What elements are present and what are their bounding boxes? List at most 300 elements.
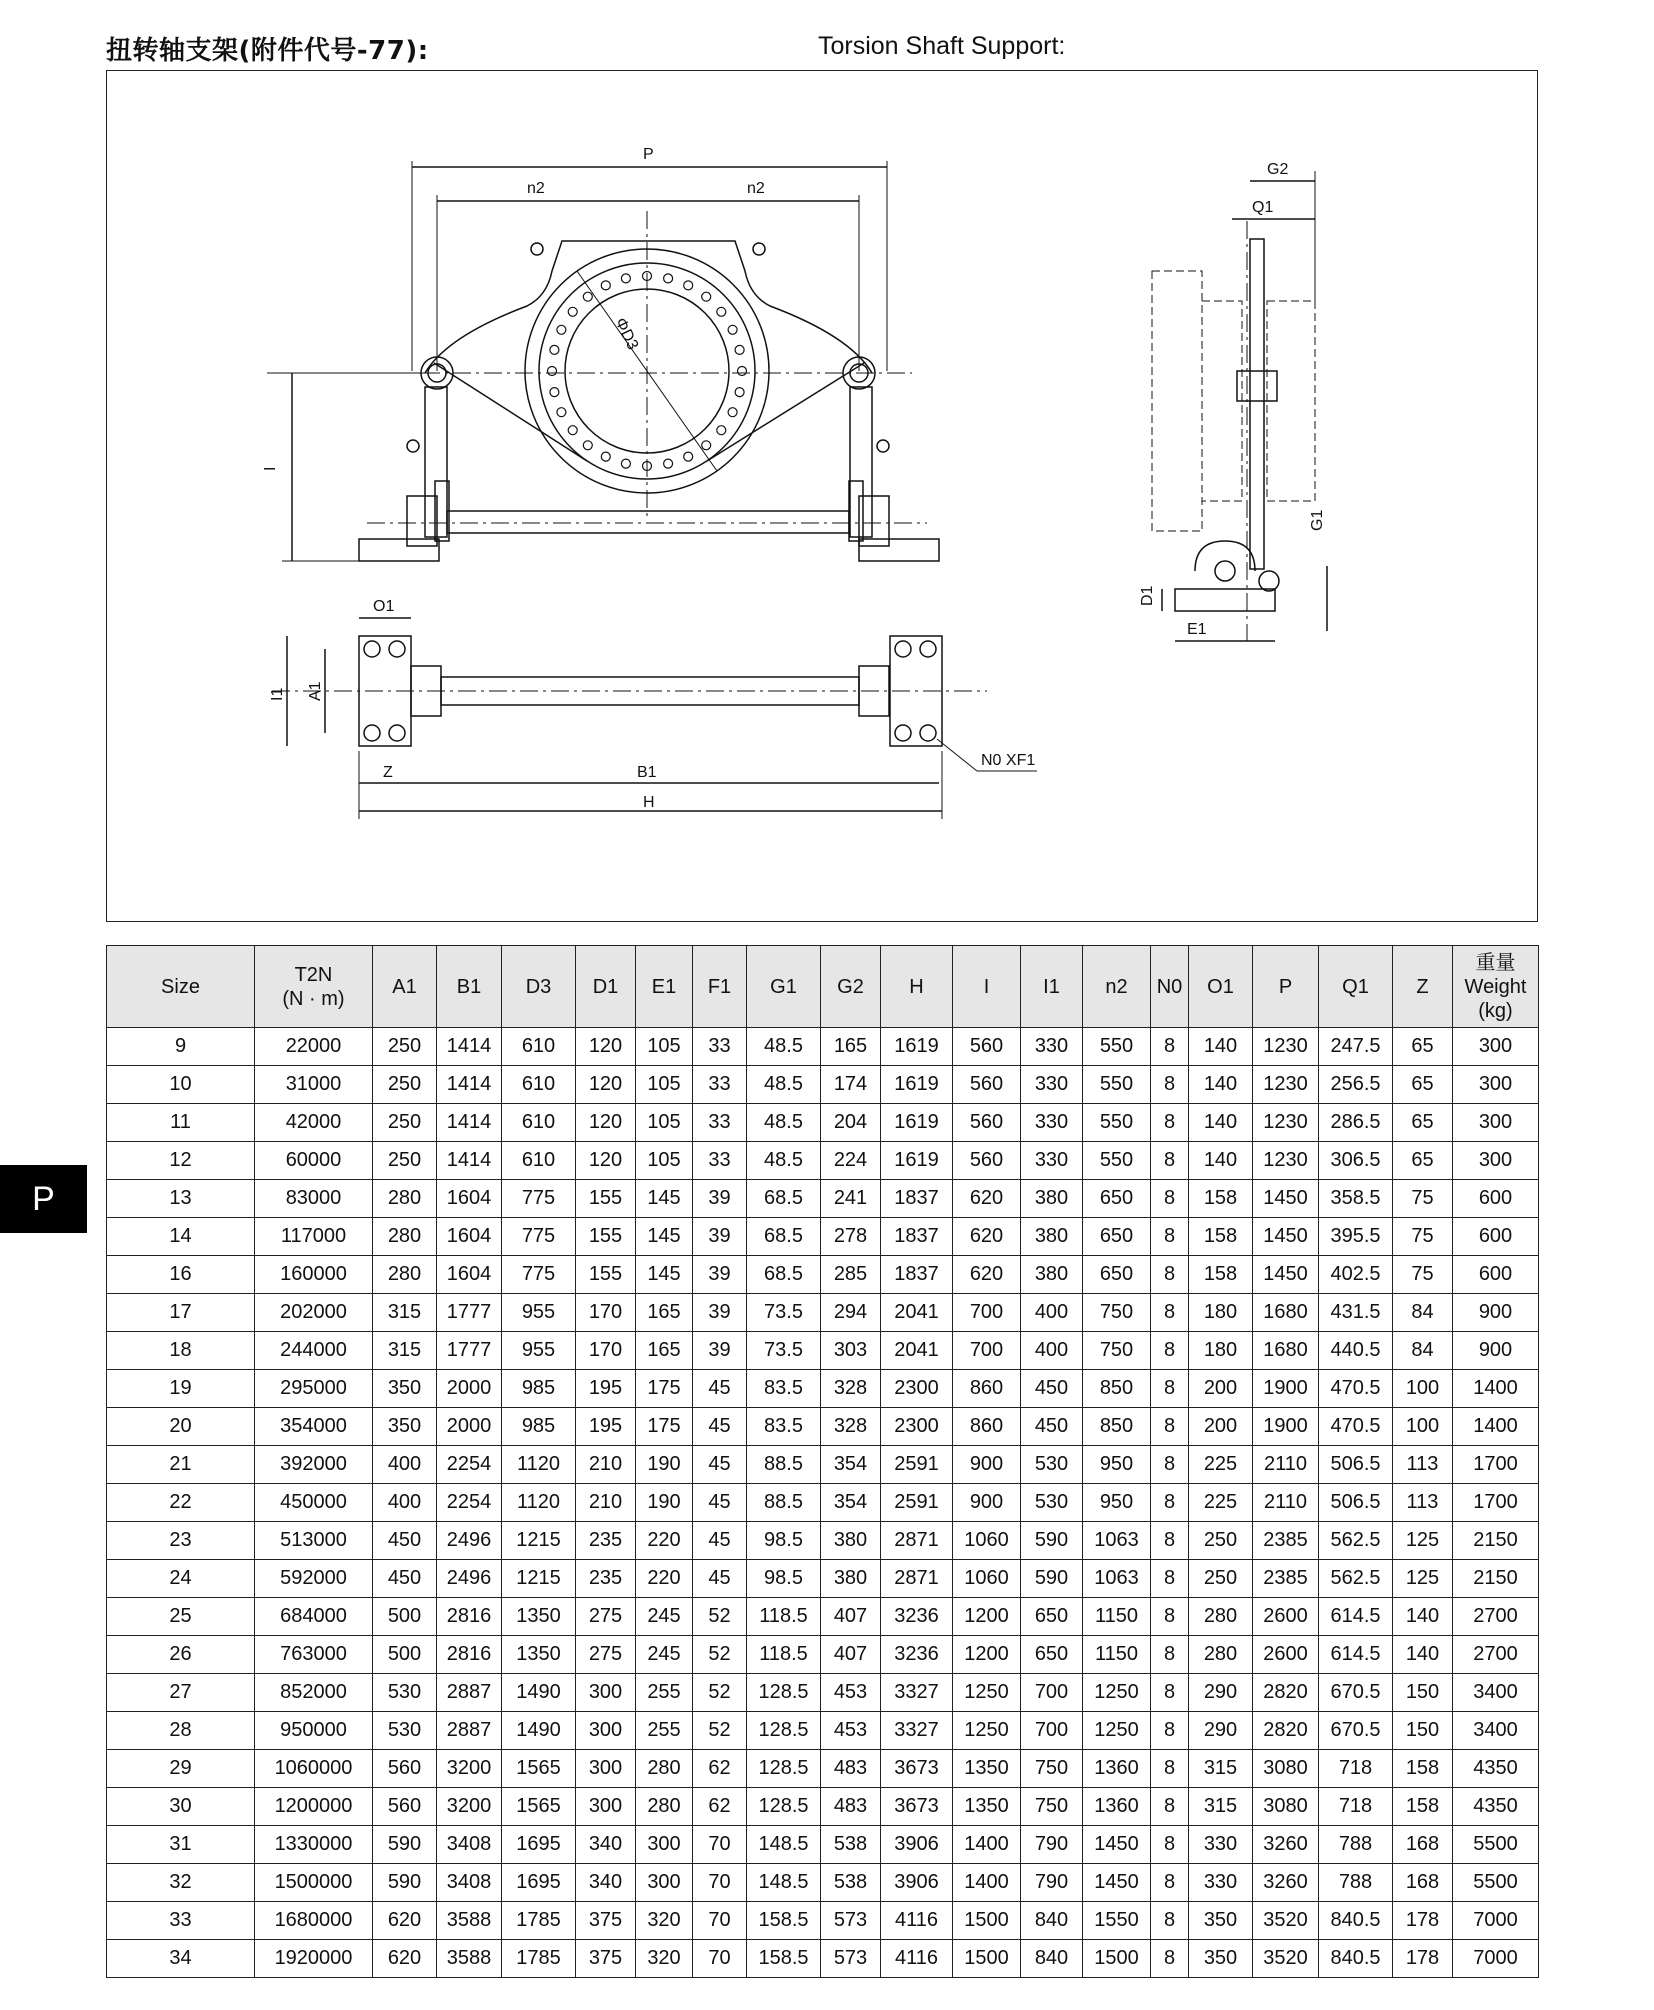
column-header-line: Size	[161, 975, 200, 998]
table-cell: 1063	[1083, 1560, 1151, 1598]
table-cell: 684000	[255, 1598, 373, 1636]
table-cell: 39	[693, 1256, 747, 1294]
table-cell: 225	[1189, 1446, 1253, 1484]
table-cell: 550	[1083, 1142, 1151, 1180]
table-cell: 380	[821, 1560, 881, 1598]
table-cell: 33	[693, 1142, 747, 1180]
table-cell: 395.5	[1319, 1218, 1393, 1256]
table-cell: 1500	[953, 1902, 1021, 1940]
table-cell: 330	[1189, 1864, 1253, 1902]
table-row	[107, 1104, 1539, 1142]
table-cell: 9	[107, 1028, 255, 1066]
table-cell: 2150	[1453, 1560, 1539, 1598]
table-cell: 5500	[1453, 1864, 1539, 1902]
table-cell: 3408	[437, 1826, 502, 1864]
table-cell: 4350	[1453, 1788, 1539, 1826]
table-cell: 850	[1083, 1408, 1151, 1446]
table-cell: 33	[107, 1902, 255, 1940]
table-cell: 145	[636, 1256, 693, 1294]
table-cell: 300	[576, 1788, 636, 1826]
table-cell: 700	[953, 1294, 1021, 1332]
front-view	[262, 146, 939, 561]
table-cell: 62	[693, 1750, 747, 1788]
table-cell: 120	[576, 1028, 636, 1066]
table-cell: 280	[373, 1180, 437, 1218]
table-cell: 180	[1189, 1332, 1253, 1370]
table-cell: 2000	[437, 1370, 502, 1408]
table-cell: 2887	[437, 1712, 502, 1750]
dim-a1: A1	[307, 681, 324, 701]
table-cell: 13	[107, 1180, 255, 1218]
table-cell: 1837	[881, 1180, 953, 1218]
column-header	[1253, 946, 1319, 1028]
table-cell: 250	[373, 1066, 437, 1104]
table-cell: 354000	[255, 1408, 373, 1446]
table-cell: 7000	[1453, 1902, 1539, 1940]
table-cell: 245	[636, 1598, 693, 1636]
column-header	[953, 946, 1021, 1028]
table-cell: 1619	[881, 1104, 953, 1142]
table-cell: 117000	[255, 1218, 373, 1256]
table-cell: 100	[1393, 1370, 1453, 1408]
table-cell: 380	[821, 1522, 881, 1560]
table-cell: 120	[576, 1142, 636, 1180]
table-cell: 860	[953, 1370, 1021, 1408]
table-cell: 128.5	[747, 1788, 821, 1826]
table-cell: 7000	[1453, 1940, 1539, 1978]
table-cell: 65	[1393, 1104, 1453, 1142]
table-cell: 2254	[437, 1484, 502, 1522]
table-cell: 2385	[1253, 1560, 1319, 1598]
table-cell: 180	[1189, 1294, 1253, 1332]
table-cell: 83000	[255, 1180, 373, 1218]
table-cell: 148.5	[747, 1864, 821, 1902]
table-cell: 775	[502, 1180, 576, 1218]
table-cell: 2300	[881, 1370, 953, 1408]
table-cell: 560	[953, 1104, 1021, 1142]
table-cell: 3236	[881, 1598, 953, 1636]
table-cell: 155	[576, 1180, 636, 1218]
table-cell: 2887	[437, 1674, 502, 1712]
table-cell: 600	[1453, 1218, 1539, 1256]
table-cell: 195	[576, 1408, 636, 1446]
table-cell: 31000	[255, 1066, 373, 1104]
table-row	[107, 1408, 1539, 1446]
table-cell: 250	[373, 1142, 437, 1180]
table-cell: 155	[576, 1218, 636, 1256]
table-cell: 140	[1189, 1066, 1253, 1104]
table-cell: 165	[821, 1028, 881, 1066]
table-cell: 170	[576, 1332, 636, 1370]
dim-n2-right: n2	[747, 180, 765, 197]
table-cell: 2820	[1253, 1712, 1319, 1750]
dim-d1: D1	[1139, 585, 1156, 606]
table-cell: 1215	[502, 1560, 576, 1598]
table-cell: 340	[576, 1826, 636, 1864]
technical-drawing	[106, 70, 1538, 922]
table-cell: 32	[107, 1864, 255, 1902]
table-cell: 300	[1453, 1028, 1539, 1066]
table-cell: 320	[636, 1902, 693, 1940]
table-row	[107, 1750, 1539, 1788]
table-cell: 330	[1021, 1104, 1083, 1142]
table-cell: 380	[1021, 1180, 1083, 1218]
table-cell: 2496	[437, 1522, 502, 1560]
table-cell: 8	[1151, 1104, 1189, 1142]
table-cell: 700	[953, 1332, 1021, 1370]
table-cell: 250	[1189, 1560, 1253, 1598]
table-cell: 2871	[881, 1560, 953, 1598]
table-cell: 900	[1453, 1332, 1539, 1370]
table-cell: 330	[1189, 1826, 1253, 1864]
table-cell: 1063	[1083, 1522, 1151, 1560]
table-cell: 375	[576, 1902, 636, 1940]
table-cell: 600	[1453, 1256, 1539, 1294]
table-cell: 380	[1021, 1256, 1083, 1294]
column-header-line: n2	[1105, 975, 1128, 998]
table-cell: 431.5	[1319, 1294, 1393, 1332]
table-cell: 75	[1393, 1256, 1453, 1294]
column-header	[255, 946, 373, 1028]
table-cell: 985	[502, 1370, 576, 1408]
table-cell: 128.5	[747, 1674, 821, 1712]
table-row	[107, 1598, 1539, 1636]
table-cell: 450	[1021, 1370, 1083, 1408]
column-header-line: F1	[707, 975, 732, 998]
section-tab: P	[0, 1165, 87, 1233]
table-cell: 255	[636, 1712, 693, 1750]
table-cell: 1777	[437, 1332, 502, 1370]
dimension-table	[106, 945, 1539, 1978]
bolt-hole	[717, 307, 726, 316]
column-header	[107, 946, 255, 1028]
column-header-line: Q1	[1342, 975, 1369, 998]
table-cell: 2000	[437, 1408, 502, 1446]
table-cell: 3200	[437, 1788, 502, 1826]
page-title-cn: 扭转轴支架(附件代号-77):	[106, 36, 429, 66]
table-cell: 614.5	[1319, 1598, 1393, 1636]
table-cell: 158.5	[747, 1940, 821, 1978]
table-row	[107, 1028, 1539, 1066]
dim-o1: O1	[373, 598, 395, 615]
dim-i: I	[262, 466, 279, 471]
table-cell: 1450	[1253, 1218, 1319, 1256]
table-cell: 140	[1393, 1598, 1453, 1636]
table-cell: 400	[373, 1484, 437, 1522]
column-header	[373, 946, 437, 1028]
table-cell: 22000	[255, 1028, 373, 1066]
table-cell: 175	[636, 1370, 693, 1408]
table-cell: 68.5	[747, 1218, 821, 1256]
table-cell: 950	[1083, 1446, 1151, 1484]
dim-q1: Q1	[1252, 199, 1274, 216]
table-cell: 8	[1151, 1940, 1189, 1978]
table-cell: 1414	[437, 1028, 502, 1066]
column-header	[1083, 946, 1151, 1028]
table-cell: 573	[821, 1902, 881, 1940]
table-cell: 560	[953, 1142, 1021, 1180]
column-header-line: A1	[392, 975, 417, 998]
table-cell: 1604	[437, 1218, 502, 1256]
table-cell: 1695	[502, 1826, 576, 1864]
table-cell: 1215	[502, 1522, 576, 1560]
table-cell: 1777	[437, 1294, 502, 1332]
table-cell: 1350	[953, 1788, 1021, 1826]
table-cell: 407	[821, 1598, 881, 1636]
table-cell: 200	[1189, 1370, 1253, 1408]
table-cell: 560	[953, 1028, 1021, 1066]
table-cell: 275	[576, 1598, 636, 1636]
table-cell: 140	[1189, 1142, 1253, 1180]
table-cell: 2150	[1453, 1522, 1539, 1560]
table-cell: 500	[373, 1598, 437, 1636]
table-cell: 120	[576, 1066, 636, 1104]
table-cell: 470.5	[1319, 1370, 1393, 1408]
table-row	[107, 1560, 1539, 1598]
table-cell: 700	[1021, 1712, 1083, 1750]
table-cell: 402.5	[1319, 1256, 1393, 1294]
table-cell: 290	[1189, 1674, 1253, 1712]
table-cell: 68.5	[747, 1180, 821, 1218]
column-header-line: B1	[456, 975, 482, 998]
table-cell: 220	[636, 1560, 693, 1598]
table-cell: 140	[1189, 1104, 1253, 1142]
table-cell: 178	[1393, 1902, 1453, 1940]
column-header-line: 重量	[1475, 951, 1516, 974]
column-header	[1393, 946, 1453, 1028]
table-cell: 2496	[437, 1560, 502, 1598]
table-cell: 650	[1021, 1636, 1083, 1674]
table-row	[107, 1864, 1539, 1902]
table-cell: 440.5	[1319, 1332, 1393, 1370]
table-row	[107, 1370, 1539, 1408]
table-cell: 113	[1393, 1446, 1453, 1484]
table-cell: 3080	[1253, 1788, 1319, 1826]
table-cell: 650	[1021, 1598, 1083, 1636]
column-header	[881, 946, 953, 1028]
table-cell: 145	[636, 1218, 693, 1256]
table-cell: 530	[1021, 1446, 1083, 1484]
table-cell: 1490	[502, 1712, 576, 1750]
table-cell: 1060000	[255, 1750, 373, 1788]
table-cell: 158	[1189, 1256, 1253, 1294]
table-cell: 955	[502, 1294, 576, 1332]
dim-p: P	[643, 146, 654, 163]
table-cell: 650	[1083, 1256, 1151, 1294]
table-cell: 52	[693, 1674, 747, 1712]
table-cell: 1785	[502, 1902, 576, 1940]
table-row	[107, 1066, 1539, 1104]
table-cell: 250	[1189, 1522, 1253, 1560]
table-cell: 165	[636, 1294, 693, 1332]
table-cell: 88.5	[747, 1484, 821, 1522]
column-header-line: D1	[592, 975, 619, 998]
column-header-line: H	[909, 975, 924, 998]
table-cell: 1360	[1083, 1750, 1151, 1788]
table-cell: 8	[1151, 1066, 1189, 1104]
table-cell: 210	[576, 1484, 636, 1522]
dim-e1: E1	[1187, 621, 1207, 638]
column-header-line: O1	[1207, 975, 1234, 998]
dim-h: H	[643, 794, 655, 811]
table-cell: 530	[1021, 1484, 1083, 1522]
table-cell: 168	[1393, 1826, 1453, 1864]
table-cell: 195	[576, 1370, 636, 1408]
table-cell: 300	[1453, 1104, 1539, 1142]
table-cell: 592000	[255, 1560, 373, 1598]
table-cell: 225	[1189, 1484, 1253, 1522]
table-cell: 220	[636, 1522, 693, 1560]
table-cell: 1250	[953, 1674, 1021, 1712]
table-cell: 45	[693, 1446, 747, 1484]
table-cell: 2254	[437, 1446, 502, 1484]
table-cell: 1400	[953, 1826, 1021, 1864]
table-cell: 1700	[1453, 1446, 1539, 1484]
table-cell: 300	[636, 1826, 693, 1864]
table-cell: 48.5	[747, 1066, 821, 1104]
table-row	[107, 1446, 1539, 1484]
table-cell: 120	[576, 1104, 636, 1142]
table-cell: 4350	[1453, 1750, 1539, 1788]
column-header-line: (N · m)	[282, 987, 345, 1010]
table-cell: 1200000	[255, 1788, 373, 1826]
column-header-line: I	[983, 975, 990, 998]
table-cell: 52	[693, 1598, 747, 1636]
table-cell: 354	[821, 1484, 881, 1522]
table-cell: 8	[1151, 1598, 1189, 1636]
dim-z: Z	[383, 764, 393, 781]
table-cell: 8	[1151, 1028, 1189, 1066]
table-cell: 245	[636, 1636, 693, 1674]
dim-d3: ΦD3	[611, 315, 642, 353]
table-cell: 330	[1021, 1028, 1083, 1066]
table-cell: 300	[1453, 1142, 1539, 1180]
table-cell: 39	[693, 1332, 747, 1370]
table-cell: 105	[636, 1142, 693, 1180]
table-cell: 590	[373, 1864, 437, 1902]
column-header-line: Z	[1416, 975, 1429, 998]
table-cell: 1250	[1083, 1712, 1151, 1750]
table-cell: 280	[636, 1788, 693, 1826]
table-cell: 158	[1189, 1180, 1253, 1218]
table-cell: 560	[373, 1750, 437, 1788]
bolt-hole	[702, 441, 711, 450]
table-cell: 1120	[502, 1446, 576, 1484]
table-cell: 158	[1393, 1788, 1453, 1826]
table-cell: 790	[1021, 1826, 1083, 1864]
table-cell: 280	[636, 1750, 693, 1788]
table-cell: 1350	[502, 1598, 576, 1636]
table-cell: 506.5	[1319, 1446, 1393, 1484]
table-cell: 105	[636, 1066, 693, 1104]
table-cell: 30	[107, 1788, 255, 1826]
table-cell: 950	[1083, 1484, 1151, 1522]
table-cell: 1200	[953, 1636, 1021, 1674]
table-cell: 8	[1151, 1902, 1189, 1940]
table-cell: 763000	[255, 1636, 373, 1674]
table-cell: 400	[373, 1446, 437, 1484]
table-cell: 165	[636, 1332, 693, 1370]
table-cell: 1230	[1253, 1028, 1319, 1066]
table-cell: 1450	[1083, 1864, 1151, 1902]
table-cell: 1330000	[255, 1826, 373, 1864]
table-cell: 202000	[255, 1294, 373, 1332]
table-cell: 294	[821, 1294, 881, 1332]
table-cell: 2816	[437, 1598, 502, 1636]
table-cell: 140	[1189, 1028, 1253, 1066]
table-cell: 3327	[881, 1674, 953, 1712]
table-cell: 1550	[1083, 1902, 1151, 1940]
table-cell: 5500	[1453, 1826, 1539, 1864]
table-cell: 1360	[1083, 1788, 1151, 1826]
table-cell: 1400	[1453, 1370, 1539, 1408]
dim-i1: I1	[269, 687, 286, 701]
table-cell: 450	[373, 1560, 437, 1598]
column-header-line: N0	[1156, 975, 1183, 998]
table-cell: 530	[373, 1674, 437, 1712]
bolt-hole	[601, 452, 610, 461]
table-cell: 453	[821, 1674, 881, 1712]
table-cell: 788	[1319, 1826, 1393, 1864]
table-cell: 450000	[255, 1484, 373, 1522]
table-cell: 8	[1151, 1560, 1189, 1598]
table-cell: 235	[576, 1560, 636, 1598]
table-cell: 550	[1083, 1028, 1151, 1066]
table-cell: 83.5	[747, 1370, 821, 1408]
table-cell: 320	[636, 1940, 693, 1978]
table-cell: 1920000	[255, 1940, 373, 1978]
table-cell: 65	[1393, 1142, 1453, 1180]
table-cell: 610	[502, 1142, 576, 1180]
table-cell: 1450	[1253, 1180, 1319, 1218]
table-cell: 788	[1319, 1864, 1393, 1902]
table-cell: 8	[1151, 1750, 1189, 1788]
column-header-line: P	[1278, 975, 1293, 998]
bolt-hole	[664, 274, 673, 283]
table-cell: 3588	[437, 1902, 502, 1940]
table-cell: 620	[953, 1256, 1021, 1294]
table-cell: 3200	[437, 1750, 502, 1788]
column-header-line: T2N	[294, 963, 333, 986]
table-cell: 39	[693, 1294, 747, 1332]
bolt-hole	[550, 388, 559, 397]
table-cell: 590	[1021, 1560, 1083, 1598]
table-cell: 300	[576, 1750, 636, 1788]
table-cell: 1230	[1253, 1066, 1319, 1104]
table-body	[107, 1028, 1539, 1978]
table-cell: 22	[107, 1484, 255, 1522]
table-cell: 26	[107, 1636, 255, 1674]
table-row	[107, 1332, 1539, 1370]
bolt-hole	[568, 307, 577, 316]
table-cell: 70	[693, 1902, 747, 1940]
table-cell: 1060	[953, 1560, 1021, 1598]
table-row	[107, 1218, 1539, 1256]
table-cell: 241	[821, 1180, 881, 1218]
table-cell: 303	[821, 1332, 881, 1370]
table-cell: 610	[502, 1104, 576, 1142]
table-cell: 300	[1453, 1066, 1539, 1104]
table-cell: 860	[953, 1408, 1021, 1446]
bolt-hole	[664, 459, 673, 468]
table-cell: 840	[1021, 1902, 1083, 1940]
table-cell: 16	[107, 1256, 255, 1294]
table-cell: 3906	[881, 1826, 953, 1864]
table-cell: 105	[636, 1104, 693, 1142]
table-cell: 255	[636, 1674, 693, 1712]
table-cell: 2820	[1253, 1674, 1319, 1712]
table-cell: 8	[1151, 1256, 1189, 1294]
